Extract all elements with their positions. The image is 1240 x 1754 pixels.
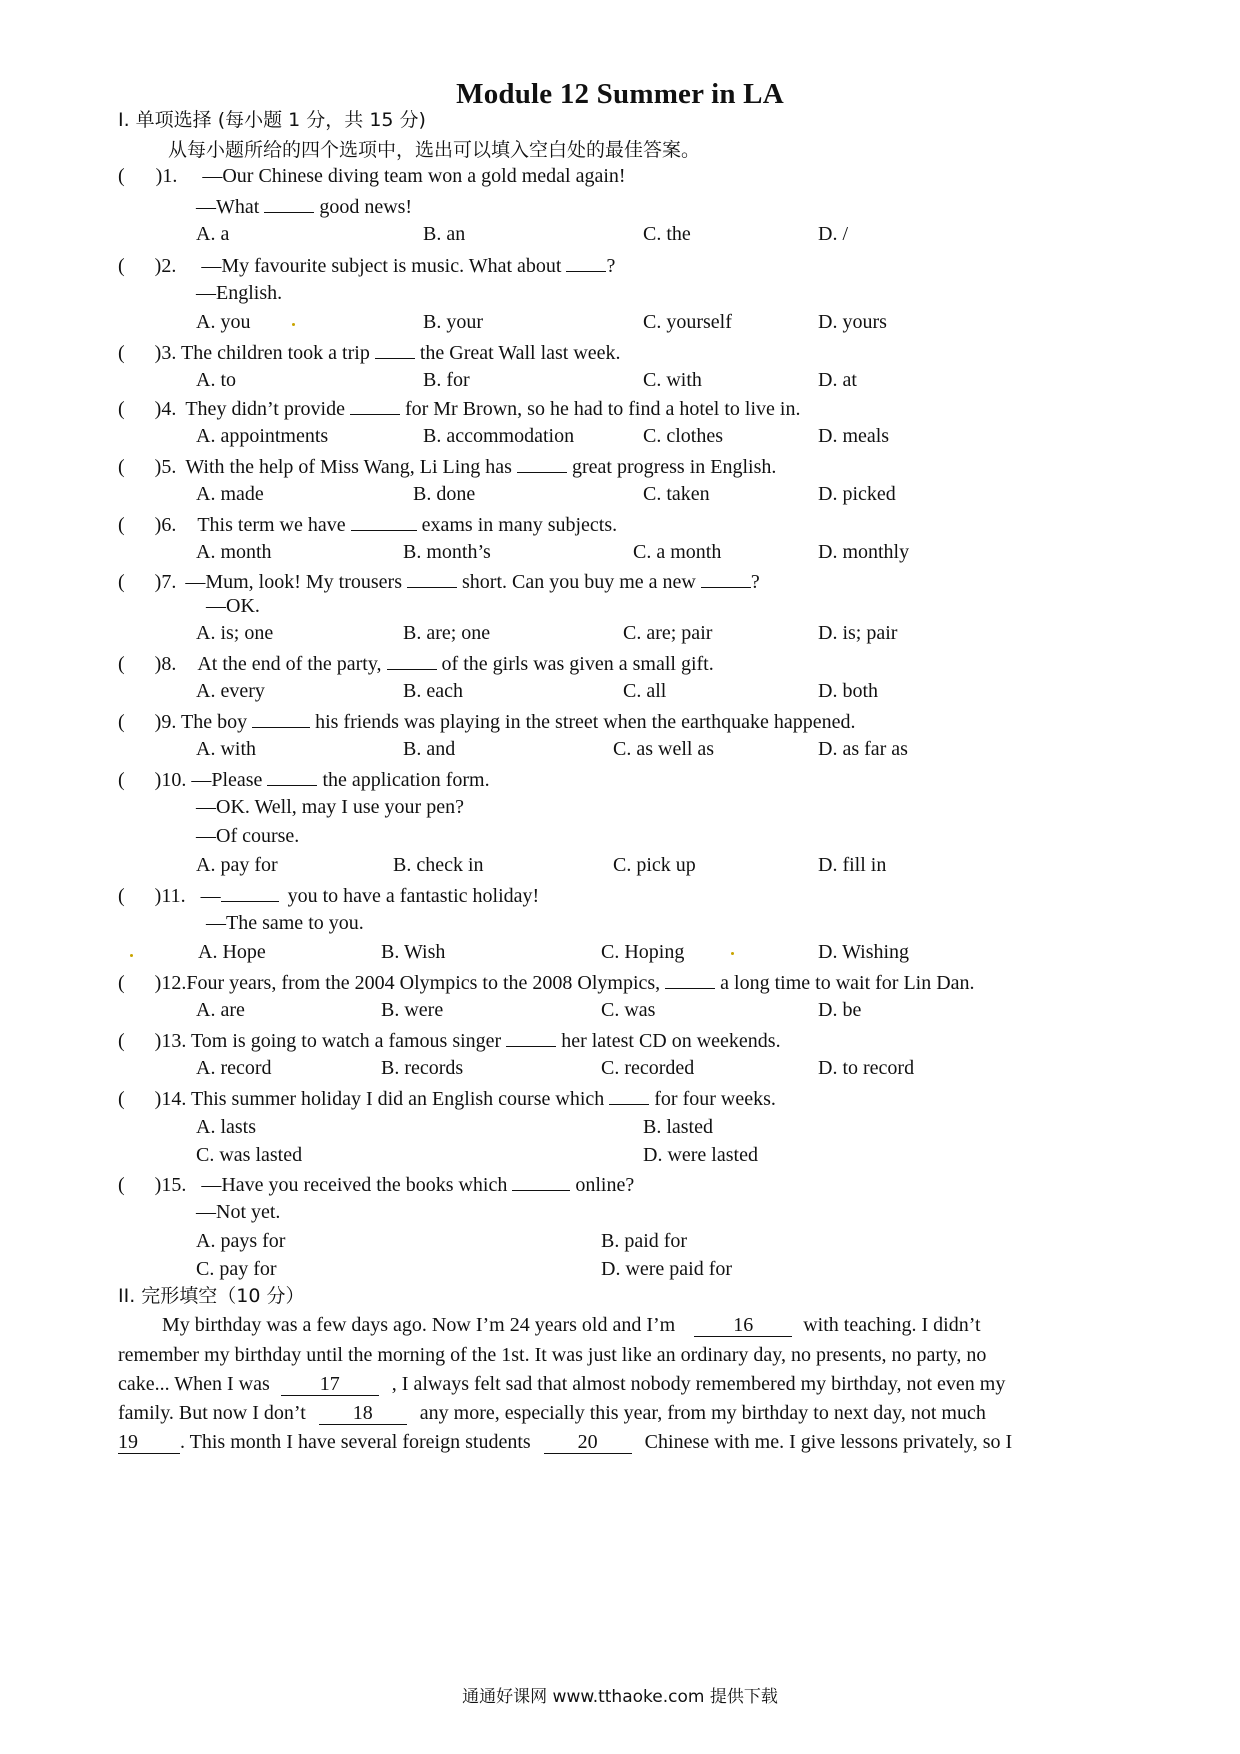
paren-close: ) [154,514,162,536]
paren-open: ( [118,1174,125,1196]
blank [609,1084,649,1105]
paren-close: ) [154,398,162,420]
option-d: D. were lasted [643,1144,758,1166]
paren-open: ( [118,1030,125,1052]
option-a: A. pay for [196,854,278,876]
question-text: the application form. [322,769,490,791]
question-text: At the end of the party, [197,653,382,675]
paren-close: ) [154,769,162,791]
cloze-blank-19: 19 [118,1431,180,1454]
question-text: —Please [191,769,263,791]
question-text: ? [750,571,760,593]
question-text: you to have a fantastic holiday! [287,885,540,907]
option-a: A. pays for [196,1230,286,1252]
paren-close: ) [154,571,162,593]
option-b: B. are; one [403,622,491,644]
option-a: A. made [196,483,264,505]
section2-heading: II. 完形填空（10 分） [118,1285,305,1307]
paren-open: ( [118,711,125,733]
question-text: —Not yet. [196,1201,281,1223]
option-b: B. accommodation [423,425,575,447]
option-d: D. is; pair [818,622,898,644]
question-text: —The same to you. [206,912,364,934]
option-d: D. monthly [818,541,910,563]
question-text: With the help of Miss Wang, Li Ling has [185,456,512,478]
question-number: 13. [161,1030,187,1052]
question-number: 12. [161,972,187,994]
cloze-blank-20: 20 [544,1431,632,1454]
option-c: C. a month [633,541,722,563]
question-text: a long time to wait for Lin Dan. [720,972,975,994]
blank [350,394,400,415]
blank [252,707,310,728]
question-7 [118,567,760,595]
cloze-text: Chinese with me. I give lessons privately, so I [644,1431,1013,1453]
question-text: This summer holiday I did an English course which [190,1088,605,1110]
paren-close: ) [154,456,162,478]
option-c: C. with [643,369,702,391]
question-number: 15. [161,1174,187,1196]
question-text: for Mr Brown, so he had to find a hotel to live in. [404,398,801,420]
blank [407,567,457,588]
paren-close: ) [154,342,162,364]
option-d: D. meals [818,425,890,447]
option-d: D. yours [818,311,887,333]
option-c: C. pick up [613,854,696,876]
question-9 [118,707,855,735]
paren-open: ( [118,571,125,593]
blank [387,649,437,670]
page-title: Module 12 Summer in LA [456,78,784,110]
question-number: 6. [161,514,177,536]
question-number: 5. [161,456,177,478]
cloze-line-2: remember my birthday until the morning of the 1st. It was just like an ordinary day, no presents, no party, no [118,1344,987,1366]
paren-open: ( [118,165,125,187]
paren-open: ( [118,885,125,907]
option-d: D. fill in [818,854,887,876]
cloze-blank-16: 16 [694,1314,792,1337]
option-a: A. appointments [196,425,329,447]
option-d: D. picked [818,483,896,505]
cloze-line-4 [118,1399,1128,1428]
option-b: B. month’s [403,541,491,563]
cloze-line-3 [118,1370,1128,1399]
question-text: of the girls was given a small gift. [441,653,714,675]
option-a: A. record [196,1057,272,1079]
option-c: C. the [643,223,691,245]
paren-close: ) [154,1088,162,1110]
option-c: C. all [623,680,667,702]
blank [506,1026,556,1047]
paren-open: ( [118,769,125,791]
cloze-text: cake... When I was [118,1373,270,1395]
question-1 [118,163,626,189]
option-b: B. an [423,223,466,245]
option-d: D. were paid for [601,1258,733,1280]
paren-close: ) [155,165,163,187]
question-text: —Have you received the books which [201,1174,508,1196]
option-d: D. be [818,999,862,1021]
speck [731,952,734,955]
question-4 [118,394,800,422]
paren-open: ( [118,514,125,536]
question-3 [118,338,621,366]
paren-close: ) [154,255,162,277]
paren-open: ( [118,456,125,478]
footer-source: 通通好课网 www.tthaoke.com 提供下载 [462,1687,778,1707]
option-d: D. as far as [818,738,908,760]
option-a: A. with [196,738,256,760]
question-text: —Our Chinese diving team won a gold medal again! [202,165,626,187]
option-d: D. both [818,680,878,702]
question-number: 14. [161,1088,187,1110]
question-12 [118,968,975,996]
section1-instruction: 从每小题所给的四个选项中，选出可以填入空白处的最佳答案。 [168,139,701,161]
question-text: This term we have [197,514,346,536]
option-c: C. taken [643,483,710,505]
question-number: 9. [161,711,177,733]
question-text: her latest CD on weekends. [561,1030,781,1052]
question-text: exams in many subjects. [421,514,618,536]
question-text: the Great Wall last week. [419,342,621,364]
paren-open: ( [118,255,125,277]
option-d: D. to record [818,1057,915,1079]
option-b: B. Wish [381,941,446,963]
option-b: B. for [423,369,470,391]
option-c: C. was [601,999,656,1021]
paren-close: ) [154,1174,162,1196]
question-2 [118,251,615,279]
paren-close: ) [154,711,162,733]
question-text: short. Can you buy me a new [462,571,696,593]
option-c: C. yourself [643,311,732,333]
option-b: B. each [403,680,463,702]
question-6 [118,510,617,538]
question-5 [118,452,776,480]
paren-open: ( [118,398,125,420]
blank [665,968,715,989]
question-11 [118,881,539,909]
question-1-line2 [196,192,412,220]
blank [375,338,415,359]
paren-close: ) [154,885,162,907]
option-b: B. check in [393,854,484,876]
question-text: good news! [319,196,413,218]
option-d: D. at [818,369,857,391]
option-a: A. lasts [196,1116,256,1138]
question-text: The children took a trip [180,342,370,364]
blank [517,452,567,473]
question-number: 10. [161,769,187,791]
question-number: 2. [161,255,177,277]
option-a: A. Hope [198,941,266,963]
question-text: — [200,885,221,907]
option-b: B. records [381,1057,464,1079]
option-a: A. month [196,541,272,563]
option-c: C. are; pair [623,622,713,644]
question-number: 7. [161,571,177,593]
speck [292,323,295,326]
cloze-text: My birthday was a few days ago. Now I’m 24 years old and I’m [162,1314,676,1336]
question-14 [118,1084,776,1112]
blank [264,192,314,213]
blank [512,1170,570,1191]
question-text: Four years, from the 2004 Olympics to the 2008 Olympics, [186,972,661,994]
cloze-blank-18: 18 [319,1402,407,1425]
blank [351,510,417,531]
question-number: 8. [161,653,177,675]
question-10 [118,765,490,793]
question-number: 11. [161,885,186,907]
option-b: B. your [423,311,483,333]
question-text: —OK. Well, may I use your pen? [196,796,464,818]
blank [566,251,606,272]
question-number: 3. [161,342,177,364]
question-text: —What [196,196,260,218]
blank [701,567,751,588]
option-a: A. is; one [196,622,274,644]
question-text: —English. [196,282,283,304]
blank [267,765,317,786]
paren-open: ( [118,972,125,994]
option-b: B. done [413,483,476,505]
cloze-text: , I always felt sad that almost nobody remembered my birthday, not even my [391,1373,1006,1395]
cloze-text: . This month I have several foreign students [180,1431,531,1453]
cloze-text: any more, especially this year, from my birthday to next day, not much [419,1402,986,1424]
paren-open: ( [118,342,125,364]
option-a: A. every [196,680,265,702]
question-text: great progress in English. [571,456,777,478]
cloze-line-5 [118,1428,1128,1457]
question-13 [118,1026,781,1054]
option-a: A. are [196,999,245,1021]
option-a: A. to [196,369,236,391]
option-c: C. as well as [613,738,715,760]
question-text: —OK. [206,595,260,617]
blank [221,881,279,902]
paren-close: ) [154,1030,162,1052]
question-text: The boy [180,711,248,733]
paren-open: ( [118,653,125,675]
option-b: B. were [381,999,444,1021]
cloze-blank-17: 17 [281,1373,379,1396]
option-b: B. lasted [643,1116,713,1138]
option-b: B. paid for [601,1230,688,1252]
cloze-text: with teaching. I didn’t [803,1314,981,1336]
option-a: A. you [196,311,251,333]
cloze-text: family. But now I don’t [118,1402,306,1424]
question-15 [118,1170,634,1198]
option-c: C. pay for [196,1258,277,1280]
option-d: D. / [818,223,848,245]
section1-heading: I. 单项选择 (每小题 1 分，共 15 分) [118,109,426,131]
speck [130,954,133,957]
option-c: C. was lasted [196,1144,303,1166]
option-c: C. Hoping [601,941,685,963]
option-b: B. and [403,738,456,760]
question-text: Tom is going to watch a famous singer [190,1030,502,1052]
question-text: —My favourite subject is music. What about [201,255,562,277]
question-8 [118,649,714,677]
question-text: —Mum, look! My trousers [185,571,403,593]
question-text: They didn’t provide [185,398,345,420]
paren-close: ) [154,653,162,675]
option-c: C. recorded [601,1057,695,1079]
question-text: for four weeks. [654,1088,776,1110]
cloze-line-1 [118,1311,1128,1340]
question-number: 1. [162,165,178,187]
option-a: A. a [196,223,230,245]
option-d: D. Wishing [818,941,910,963]
paren-open: ( [118,1088,125,1110]
question-number: 4. [161,398,177,420]
question-text: his friends was playing in the street when the earthquake happened. [315,711,856,733]
question-text: —Of course. [196,825,300,847]
option-c: C. clothes [643,425,723,447]
question-text: online? [575,1174,635,1196]
question-text: ? [606,255,616,277]
paren-close: ) [154,972,162,994]
